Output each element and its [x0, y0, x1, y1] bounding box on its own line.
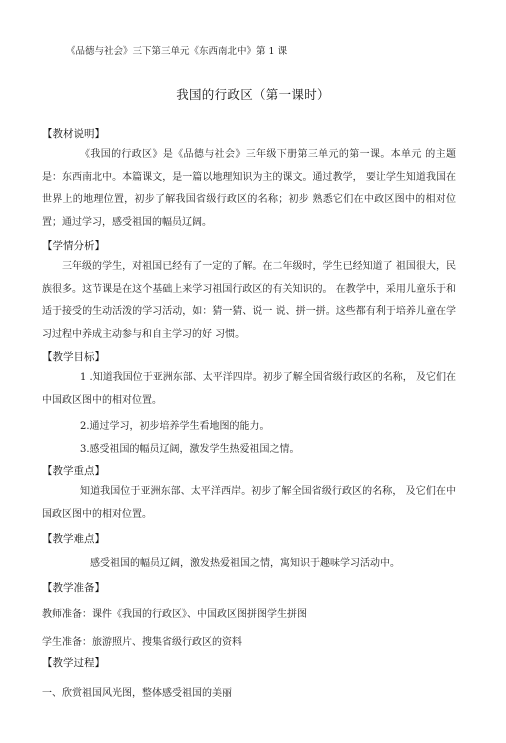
paragraph-key-points: 知道我国位于亚洲东部、太平洋西岸。初步了解全国省级行政区的名称， 及它们在中国政区图中的相对位置。	[42, 486, 456, 520]
process-step-1: 一、欣赏祖国风光图，整体感受祖国的美丽	[42, 688, 232, 699]
heading-preparation: 【教学准备】	[42, 582, 105, 594]
paragraph-analysis: 三年级的学生，对祖国已经有了一定的了解。在二年级时，学生已经知道了 祖国很大，民族很多。这节课是在这个基础上来学习祖国行政区的有关知识的。 在教学中，采用儿童乐于和适于接受的生动活泼的学习活动，如：猜一猜、说一 说、拼一拼。这些都有利于培养儿童在学习过程中养成主动参与和自主学习的好 习惯。	[42, 261, 456, 340]
goal-item-2: 2.通过学习，初步培养学生看地图的能力。	[80, 421, 270, 432]
course-header: 《品德与社会》三下第三单元《东西南北中》第 1 课	[66, 46, 288, 57]
paragraph-materials: 《我国的行政区》是《品德与社会》三年级下册第三单元的第一课。本单元 的主题是：东西南北中。本篇课文，是一篇以地理知识为主的课文。通过教学， 要让学生知道我国在世界上的地理位置，初步了解我国省级行政区的名称；初步 熟悉它们在中政区图中的相对位置；通过学习，感受祖国的幅员辽阔。	[42, 149, 456, 228]
paragraph-difficulties: 感受祖国的幅员辽阔，激发热爱祖国之情，寓知识于趣味学习活动中。	[90, 558, 400, 569]
heading-materials: 【教材说明】	[42, 128, 105, 140]
goal-item-3: 3.感受祖国的幅员辽阔，激发学生热爱祖国之情。	[80, 444, 300, 455]
teacher-preparation: 教师准备：课件《我国的行政区》、中国政区图拼图学生拼图	[42, 609, 307, 620]
goal-item-1: 1 .知道我国位于亚洲东部、太平洋四岸。初步了解全国省级行政区的名称， 及它们在中国政区图中的相对位置。	[42, 372, 456, 406]
heading-process: 【教学过程】	[42, 657, 105, 669]
student-preparation: 学生准备：旅游照片、搜集省级行政区的资料	[42, 637, 242, 648]
heading-key-points: 【教学重点】	[42, 465, 105, 477]
heading-difficulties: 【教学难点】	[42, 533, 105, 545]
heading-goals: 【教学目标】	[42, 351, 105, 363]
heading-analysis: 【学情分析】	[42, 240, 105, 252]
page-title: 我国的行政区（第一课时）	[176, 87, 330, 102]
